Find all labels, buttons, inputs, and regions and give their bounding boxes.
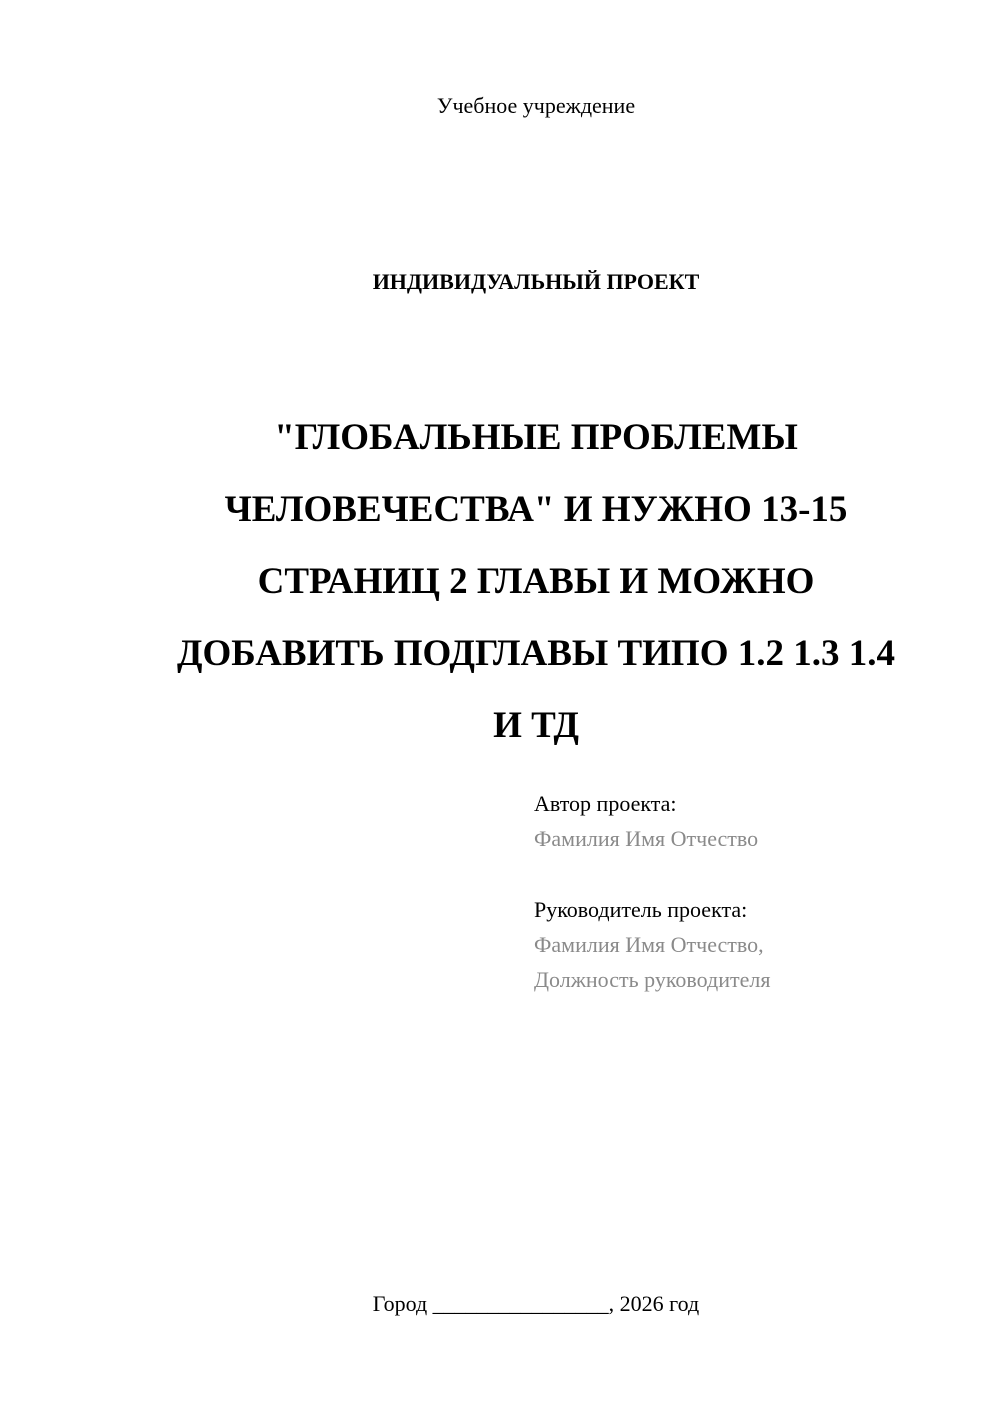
project-title-line: И ТД — [493, 705, 579, 746]
supervisor-name-placeholder: Фамилия Имя Отчество, — [534, 932, 764, 957]
institution-name: Учебное учреждение — [436, 93, 636, 118]
author-block — [534, 786, 974, 856]
author-name-placeholder: Фамилия Имя Отчество — [534, 826, 759, 851]
document-type-heading: ИНДИВИДУАЛЬНЫЙ ПРОЕКТ — [372, 269, 700, 294]
city-year-footer: Город ________________, 2026 год — [372, 1291, 700, 1316]
supervisor-position-placeholder: Должность руководителя — [534, 967, 771, 992]
project-title-line: ДОБАВИТЬ ПОДГЛАВЫ ТИПО 1.2 1.3 1.4 — [177, 633, 895, 674]
project-title-line: СТРАНИЦ 2 ГЛАВЫ И МОЖНО — [257, 561, 815, 602]
project-title-line: "ГЛОБАЛЬНЫЕ ПРОБЛЕМЫ — [274, 417, 798, 458]
project-title-line: ЧЕЛОВЕЧЕСТВА" И НУЖНО 13-15 — [224, 489, 848, 530]
supervisor-label: Руководитель проекта: — [534, 897, 748, 922]
supervisor-block — [534, 892, 974, 997]
author-label: Автор проекта: — [534, 791, 677, 816]
project-title — [150, 384, 922, 780]
